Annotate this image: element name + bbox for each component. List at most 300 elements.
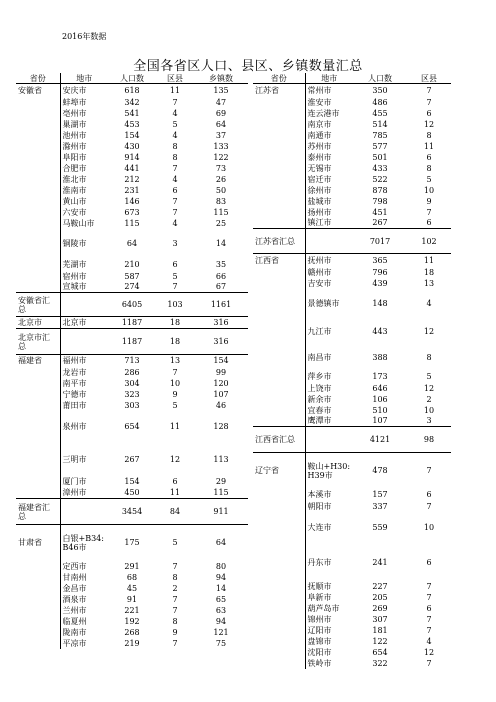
table-row [253,207,451,218]
cell-city: 景德镇市 [305,289,353,318]
cell-population: 443 [372,326,388,336]
cell-counties: 6 [172,185,178,195]
cell-population: 221 [124,605,140,615]
cell-city: 宿州市 [60,271,108,282]
cell-province [253,289,305,318]
cell-city: 淮南市 [60,185,108,196]
cell-province: 甘肃省 [16,525,60,561]
cell-population: 388 [372,353,388,362]
cell-city: 苏州市 [305,141,353,152]
cell-counties: 18 [156,329,194,355]
cell-city: 阜新市 [305,592,353,603]
cell-city: 兰州市 [60,605,108,616]
cell-population: 303 [124,400,140,410]
cell-population: 455 [372,108,388,118]
cell-province: 江苏省汇总 [253,229,305,254]
cell-city: 三明市 [60,443,108,476]
table-row [253,119,451,130]
cell-population: 122 [372,636,388,646]
table-row [253,108,451,119]
table-row [253,130,451,141]
table-row [253,383,451,394]
cell-population: 430 [124,141,140,151]
cell-counties: 7 [172,196,178,206]
cell-population: 486 [372,97,388,107]
cell-city: 抚州市 [305,254,353,267]
table-row [16,329,248,355]
cell-province [253,174,305,185]
cell-population: 212 [124,174,140,184]
cell-counties: 18 [156,317,194,329]
table-row [253,603,451,614]
cell-population: 219 [124,638,140,648]
cell-population: 291 [124,561,140,571]
table-row [253,84,451,97]
cell-counties: 4 [172,174,178,184]
cell-counties: 7 [172,638,178,648]
cell-city: 平凉市 [60,638,108,649]
cell-city: 六安市 [60,207,108,218]
cell-province [253,658,305,669]
cell-province [16,583,60,594]
table-row [16,488,248,499]
cell-counties: 7 [426,85,432,95]
table-row [253,371,451,383]
cell-towns: 99 [215,367,227,377]
table-row [16,130,248,141]
cell-city: 池州市 [60,130,108,141]
cell-towns: 67 [215,282,227,292]
cell-towns: 115 [213,488,229,498]
cell-province: 福建省 [16,355,60,367]
cell-counties: 8 [172,141,178,151]
cell-counties: 10 [423,185,435,195]
cell-population: 3454 [108,499,156,525]
cell-counties: 12 [423,647,435,657]
cell-province [253,318,305,345]
cell-population: 173 [372,372,388,381]
header-population: 人口数 [353,73,407,84]
cell-population: 157 [372,490,388,499]
cell-population: 646 [372,383,388,393]
cell-province [253,119,305,130]
table-row [16,218,248,229]
table-header-row [16,73,248,84]
cell-province [253,592,305,603]
cell-province [16,367,60,378]
cell-population: 148 [372,298,388,308]
cell-population: 654 [124,422,140,431]
cell-counties: 7 [172,605,178,615]
cell-counties: 6 [172,259,178,269]
cell-population: 501 [372,152,388,162]
table-row [253,318,451,345]
cell-towns: 69 [215,108,227,118]
cell-province [253,512,305,544]
cell-population: 478 [353,453,407,489]
cell-city: 大连市 [305,512,353,544]
table-row [253,278,451,289]
cell-towns: 66 [215,271,227,281]
cell-towns: 63 [215,605,227,615]
table-row [16,282,248,293]
cell-population: 107 [372,416,388,426]
cell-counties: 5 [426,174,432,184]
cell-counties: 103 [156,293,194,317]
cell-city: 扬州市 [305,207,353,218]
cell-city: 鞍山+H30:H39市 [305,453,353,489]
cell-towns: 37 [215,130,227,140]
cell-population: 673 [124,207,140,217]
cell-towns: 26 [215,174,227,184]
cell-province [16,141,60,152]
cell-city: 金昌市 [60,583,108,594]
cell-population: 577 [372,141,388,151]
cell-province [16,389,60,400]
cell-province: 江苏省 [255,85,279,95]
cell-towns: 133 [213,141,229,151]
cell-population: 4121 [353,427,407,453]
table-row [16,583,248,594]
table-row [16,119,248,130]
cell-city: 连云港市 [305,108,353,119]
cell-population: 713 [108,355,156,367]
cell-city: 芜湖市 [60,258,108,271]
table-row [16,185,248,196]
cell-city: 临夏州 [60,616,108,627]
cell-city: 泰州市 [305,152,353,163]
cell-towns: 83 [215,196,227,206]
table-row [16,163,248,174]
cell-towns: 121 [213,627,229,637]
cell-counties: 10 [423,405,435,415]
cell-city: 淮北市 [60,174,108,185]
cell-city: 宁德市 [60,389,108,400]
cell-population: 350 [372,85,388,95]
cell-towns: 911 [194,499,248,525]
cell-towns: 35 [215,259,227,269]
cell-counties: 9 [172,627,178,637]
cell-counties: 5 [156,525,194,561]
cell-province [16,443,60,476]
cell-province [253,501,305,512]
cell-province [16,378,60,389]
cell-population: 154 [124,130,140,140]
cell-city: 徐州市 [305,185,353,196]
cell-province [253,371,305,383]
cell-city: 北京市 [60,317,108,329]
cell-counties: 11 [169,85,181,95]
cell-province [16,476,60,488]
cell-province [253,97,305,108]
cell-counties: 7 [426,207,432,217]
table-row [253,512,451,544]
cell-towns: 316 [194,317,248,329]
cell-city: 黄山市 [60,196,108,207]
cell-counties: 12 [423,326,435,336]
table-row [16,141,248,152]
cell-counties: 7 [172,367,178,377]
cell-city: 上饶市 [305,383,353,394]
cell-city: 铜陵市 [60,229,108,258]
cell-province [253,152,305,163]
cell-counties: 11 [169,422,181,431]
cell-population: 274 [124,282,140,292]
cell-population: 64 [126,238,138,248]
cell-population: 6405 [108,293,156,317]
table-row [16,174,248,185]
table-row [16,443,248,476]
cell-counties: 7 [426,581,432,591]
cell-towns: 25 [215,218,227,228]
cell-towns: 128 [213,422,229,431]
cell-city: 九江市 [305,318,353,345]
cell-towns: 115 [213,207,229,217]
cell-counties: 7 [426,97,432,107]
cell-population: 450 [124,488,140,498]
cell-towns: 47 [215,97,227,107]
cell-towns: 113 [213,454,229,464]
cell-population: 514 [372,119,388,129]
cell-city: 锦州市 [305,614,353,625]
table-row [253,141,451,152]
cell-towns: 46 [215,400,227,410]
header-counties: 区县 [407,73,451,84]
cell-province [16,616,60,627]
cell-population: 322 [372,658,388,668]
cell-counties: 7 [407,453,451,489]
table-row [253,229,451,254]
cell-city: 安庆市 [60,84,108,97]
cell-counties: 5 [172,400,178,410]
cell-counties: 6 [426,108,432,118]
cell-counties: 6 [426,490,432,499]
cell-province [16,130,60,141]
table-row [253,405,451,416]
cell-province [253,218,305,229]
cell-province [16,119,60,130]
cell-population: 286 [124,367,140,377]
cell-counties: 5 [172,119,178,129]
cell-city: 赣州市 [305,267,353,278]
cell-province [16,627,60,638]
cell-city: 淮安市 [305,97,353,108]
cell-city: 泉州市 [60,411,108,443]
cell-city: 定西市 [60,561,108,572]
cell-city: 南京市 [305,119,353,130]
table-row [253,289,451,318]
cell-population: 267 [372,218,388,228]
cell-counties: 7 [172,594,178,604]
cell-city: 宿迁市 [305,174,353,185]
table-row [16,476,248,488]
cell-counties: 12 [423,383,435,393]
table-row [16,355,248,367]
header-city: 地市 [60,73,108,84]
cell-counties: 2 [172,583,178,593]
cell-population: 510 [372,405,388,415]
cell-province [16,163,60,174]
table-row [253,152,451,163]
table-row [253,625,451,636]
cell-towns: 94 [215,572,227,582]
header-counties: 区县 [156,73,194,84]
table-row [253,185,451,196]
cell-city: 莆田市 [60,400,108,411]
cell-province [253,267,305,278]
cell-province [253,207,305,218]
cell-province: 北京市 [16,317,60,329]
cell-towns: 64 [215,119,227,129]
cell-province [16,174,60,185]
cell-population: 796 [372,267,388,277]
table-row [16,152,248,163]
cell-counties: 7 [172,97,178,107]
cell-population: 45 [126,583,138,593]
cell-counties: 7 [172,207,178,217]
cell-population: 267 [124,454,140,464]
cell-city: 龙岩市 [60,367,108,378]
table-row [253,196,451,207]
cell-city: 盐城市 [305,196,353,207]
cell-province [253,163,305,174]
cell-counties: 11 [169,488,181,498]
cell-population: 522 [372,174,388,184]
cell-counties: 9 [426,196,432,206]
cell-towns: 73 [215,163,227,173]
table-row [253,636,451,647]
cell-counties: 12 [423,119,435,129]
cell-towns: 122 [213,152,229,162]
cell-city: 蚌埠市 [60,97,108,108]
header-province: 省份 [16,73,60,84]
table-row [16,196,248,207]
header-towns: 乡镇数 [194,73,248,84]
cell-province: 安徽省汇总 [16,293,60,317]
cell-province [16,572,60,583]
cell-province [16,411,60,443]
cell-province [253,130,305,141]
cell-population: 227 [372,581,388,591]
cell-towns: 154 [194,355,248,367]
cell-population: 231 [124,185,140,195]
table-row [253,394,451,405]
cell-city: 吉安市 [305,278,353,289]
cell-counties: 18 [423,267,435,277]
cell-city: 漳州市 [60,488,108,499]
cell-population: 914 [124,152,140,162]
cell-counties: 6 [172,477,178,486]
table-row [16,605,248,616]
cell-population: 337 [372,501,388,511]
cell-province [253,647,305,658]
cell-province: 江西省 [253,254,305,267]
cell-population: 342 [124,97,140,107]
cell-population: 106 [372,394,388,404]
cell-population: 268 [124,627,140,637]
cell-province [253,345,305,371]
table-row [253,581,451,592]
table-row [16,84,248,97]
cell-province [16,185,60,196]
cell-city [60,329,108,355]
table-row [16,389,248,400]
cell-city [305,229,353,254]
cell-counties: 4 [172,108,178,118]
cell-city: 常州市 [305,84,353,97]
cell-province [16,97,60,108]
cell-towns: 64 [194,525,248,561]
cell-province [253,625,305,636]
table-row [253,501,451,512]
cell-population: 269 [372,603,388,613]
table-row [16,627,248,638]
cell-population: 433 [372,163,388,173]
cell-province [253,394,305,405]
table-row [16,271,248,282]
table-row [253,97,451,108]
cell-province [16,108,60,119]
cell-province [16,152,60,163]
cell-counties: 12 [169,454,181,464]
cell-towns: 80 [215,561,227,571]
table-row [16,616,248,627]
cell-population: 439 [372,278,388,288]
table-row [16,638,248,649]
cell-province [16,271,60,282]
table-row [16,594,248,605]
cell-population: 559 [372,523,388,532]
cell-towns: 50 [215,185,227,195]
cell-province [16,638,60,649]
table-row [16,411,248,443]
cell-population: 241 [372,557,388,567]
cell-counties: 7 [426,501,432,511]
cell-province: 北京市汇总 [16,329,60,355]
cell-city [60,293,108,317]
left-table [16,73,248,649]
table-row [253,614,451,625]
table-row [16,400,248,411]
table-row [253,489,451,501]
table-row [253,544,451,581]
cell-towns: 1161 [194,293,248,317]
cell-city: 抚顺市 [305,581,353,592]
cell-counties: 102 [407,229,451,254]
cell-province: 江西省汇总 [253,427,305,453]
cell-counties: 13 [156,355,194,367]
table-row [253,647,451,658]
cell-population: 307 [372,614,388,624]
cell-city: 巢湖市 [60,119,108,130]
cell-population: 541 [124,108,140,118]
table-row [16,378,248,389]
cell-counties: 8 [172,572,178,582]
page-title: 全国各省区人口、县区、乡镇数量汇总 [133,59,363,74]
data-year-note: 2016年数据 [62,32,107,41]
table-row [253,427,451,453]
cell-population: 618 [124,85,140,95]
cell-counties: 4 [426,636,432,646]
cell-counties: 7 [172,282,178,292]
cell-towns: 94 [215,616,227,626]
cell-counties: 7 [426,592,432,602]
cell-province [16,400,60,411]
cell-counties: 7 [172,163,178,173]
cell-province: 安徽省 [18,85,42,95]
cell-city [60,499,108,525]
cell-city: 盘锦市 [305,636,353,647]
